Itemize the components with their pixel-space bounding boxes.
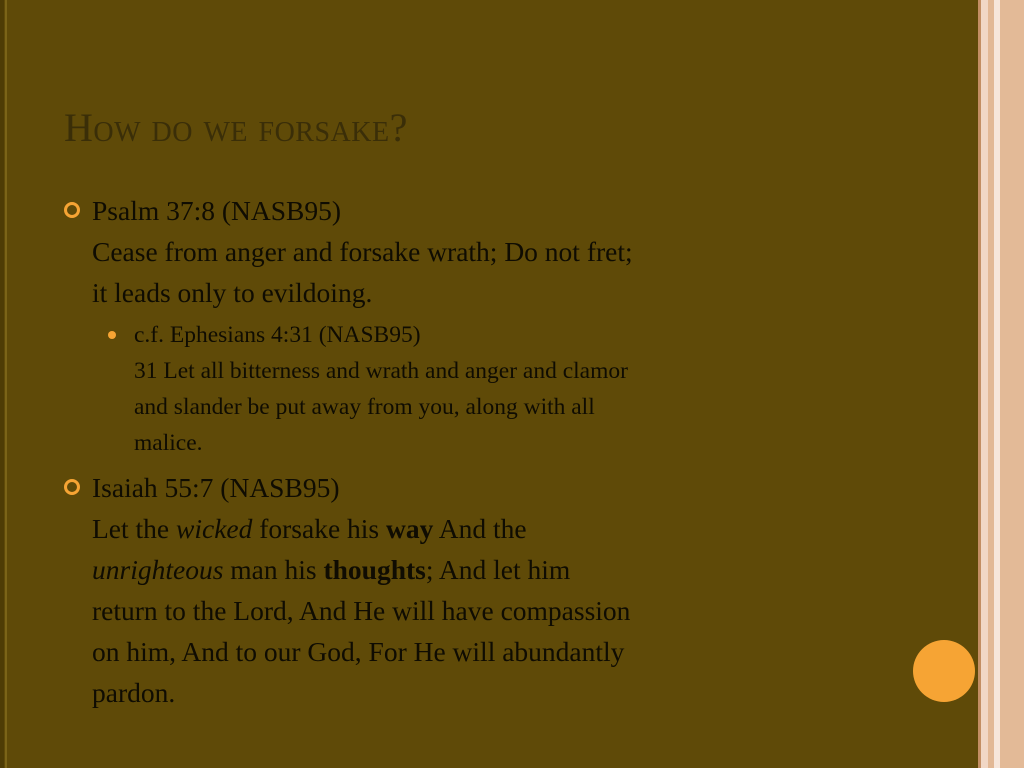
- slide-content: [60, 190, 900, 713]
- isaiah-text-line: [92, 549, 900, 590]
- text-run: Let the: [92, 513, 176, 544]
- emphasis-wicked: wicked: [176, 513, 253, 544]
- ephesians-text-line: malice.: [134, 430, 203, 456]
- isaiah-text-line: [92, 508, 900, 549]
- isaiah-text-line: pardon.: [92, 677, 176, 708]
- ring-bullet-icon: [64, 202, 80, 218]
- slide-title: How do we forsake?: [64, 105, 408, 150]
- ephesians-text-line: 31 Let all bitterness and wrath and anger and clamor: [134, 358, 628, 384]
- sub-bullet-ephesians: [134, 317, 900, 461]
- text-run: forsake his: [252, 513, 387, 544]
- bullet-isaiah: [60, 467, 900, 713]
- emphasis-unrighteous: unrighteous: [92, 554, 224, 585]
- ring-bullet-icon: [64, 479, 80, 495]
- psalm-reference: Psalm 37:8 (NASB95): [92, 195, 342, 226]
- text-run: man his: [223, 554, 324, 585]
- text-run: ; And let him: [425, 554, 571, 585]
- left-border-inner: [5, 0, 7, 768]
- emphasis-way: way: [386, 513, 434, 544]
- ephesians-text-line: and slander be put away from you, along with all: [134, 394, 595, 420]
- bullet-psalm: [60, 190, 900, 313]
- right-stripe: [1000, 0, 1024, 768]
- text-run: And the: [433, 513, 527, 544]
- isaiah-text-line: return to the Lord, And He will have compassion: [92, 595, 631, 626]
- emphasis-thoughts: thoughts: [323, 554, 426, 585]
- psalm-text-line: it leads only to evildoing.: [92, 277, 373, 308]
- isaiah-reference: Isaiah 55:7 (NASB95): [92, 472, 340, 503]
- psalm-text-line: Cease from anger and forsake wrath; Do not fret;: [92, 236, 633, 267]
- right-stripe: [981, 0, 988, 768]
- left-border: [0, 0, 4, 768]
- ephesians-reference: c.f. Ephesians 4:31 (NASB95): [134, 322, 421, 348]
- isaiah-text-line: on him, And to our God, For He will abundantly: [92, 636, 625, 667]
- dot-bullet-icon: [108, 331, 116, 339]
- decorative-circle: [913, 640, 975, 702]
